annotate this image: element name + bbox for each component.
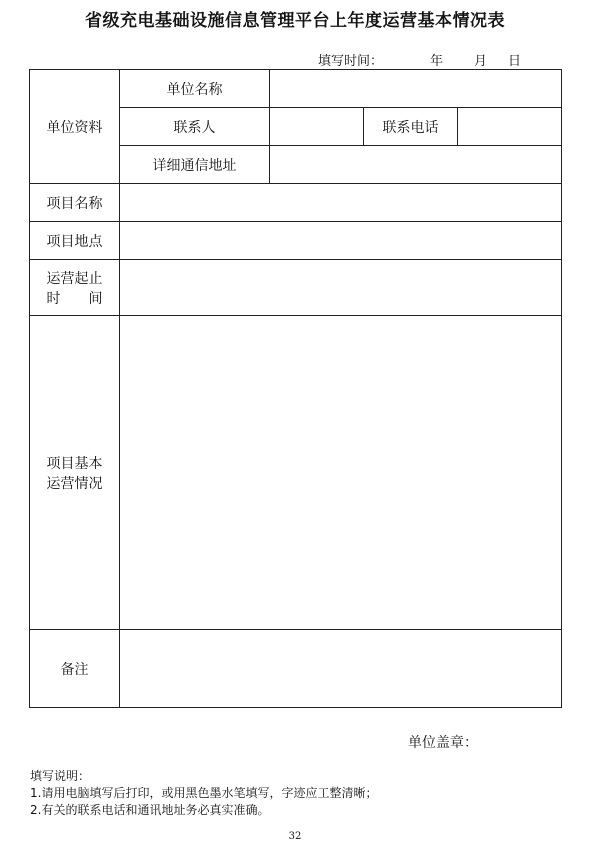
fill-date-line	[318, 50, 521, 69]
instructions-heading: 填写说明：	[30, 769, 91, 783]
remarks-label: 备注	[30, 630, 120, 708]
fill-date-month: 月	[474, 54, 488, 69]
fill-date-day: 日	[508, 54, 522, 69]
instructions	[30, 768, 377, 819]
operation-period-label-line1: 运营起止	[46, 270, 103, 287]
address-field[interactable]	[270, 146, 562, 184]
unit-seal-label: 单位盖章：	[408, 735, 478, 751]
unit-info-label: 单位资料	[30, 70, 120, 184]
address-label: 详细通信地址	[120, 146, 270, 184]
operation-situation-label-line2: 运营情况	[46, 475, 103, 492]
operation-situation-field[interactable]	[120, 316, 562, 630]
project-location-field[interactable]	[120, 222, 562, 260]
contact-phone-field[interactable]	[458, 108, 562, 146]
fill-date-label: 填写时间：	[318, 54, 384, 69]
operation-period-field[interactable]	[120, 260, 562, 316]
contact-person-label: 联系人	[120, 108, 270, 146]
contact-phone-label: 联系电话	[364, 108, 458, 146]
instruction-item: 2.有关的联系电话和通讯地址务必真实准确。	[30, 803, 270, 817]
operation-situation-label-line1: 项目基本	[46, 455, 103, 472]
operation-situation-label	[30, 316, 120, 630]
unit-name-field[interactable]	[270, 70, 562, 108]
form-title: 省级充电基础设施信息管理平台上年度运营基本情况表	[85, 11, 505, 31]
page-number: 32	[288, 831, 302, 842]
remarks-field[interactable]	[120, 630, 562, 708]
operation-period-label-line2: 时 间	[46, 290, 103, 307]
fill-date-year: 年	[430, 54, 444, 69]
info-form-table	[29, 69, 562, 708]
contact-person-field[interactable]	[270, 108, 364, 146]
project-name-label: 项目名称	[30, 184, 120, 222]
unit-name-label: 单位名称	[120, 70, 270, 108]
project-name-field[interactable]	[120, 184, 562, 222]
operation-period-label	[30, 260, 120, 316]
project-location-label: 项目地点	[30, 222, 120, 260]
instruction-item: 1.请用电脑填写后打印，或用黑色墨水笔填写，字迹应工整清晰；	[30, 786, 378, 800]
